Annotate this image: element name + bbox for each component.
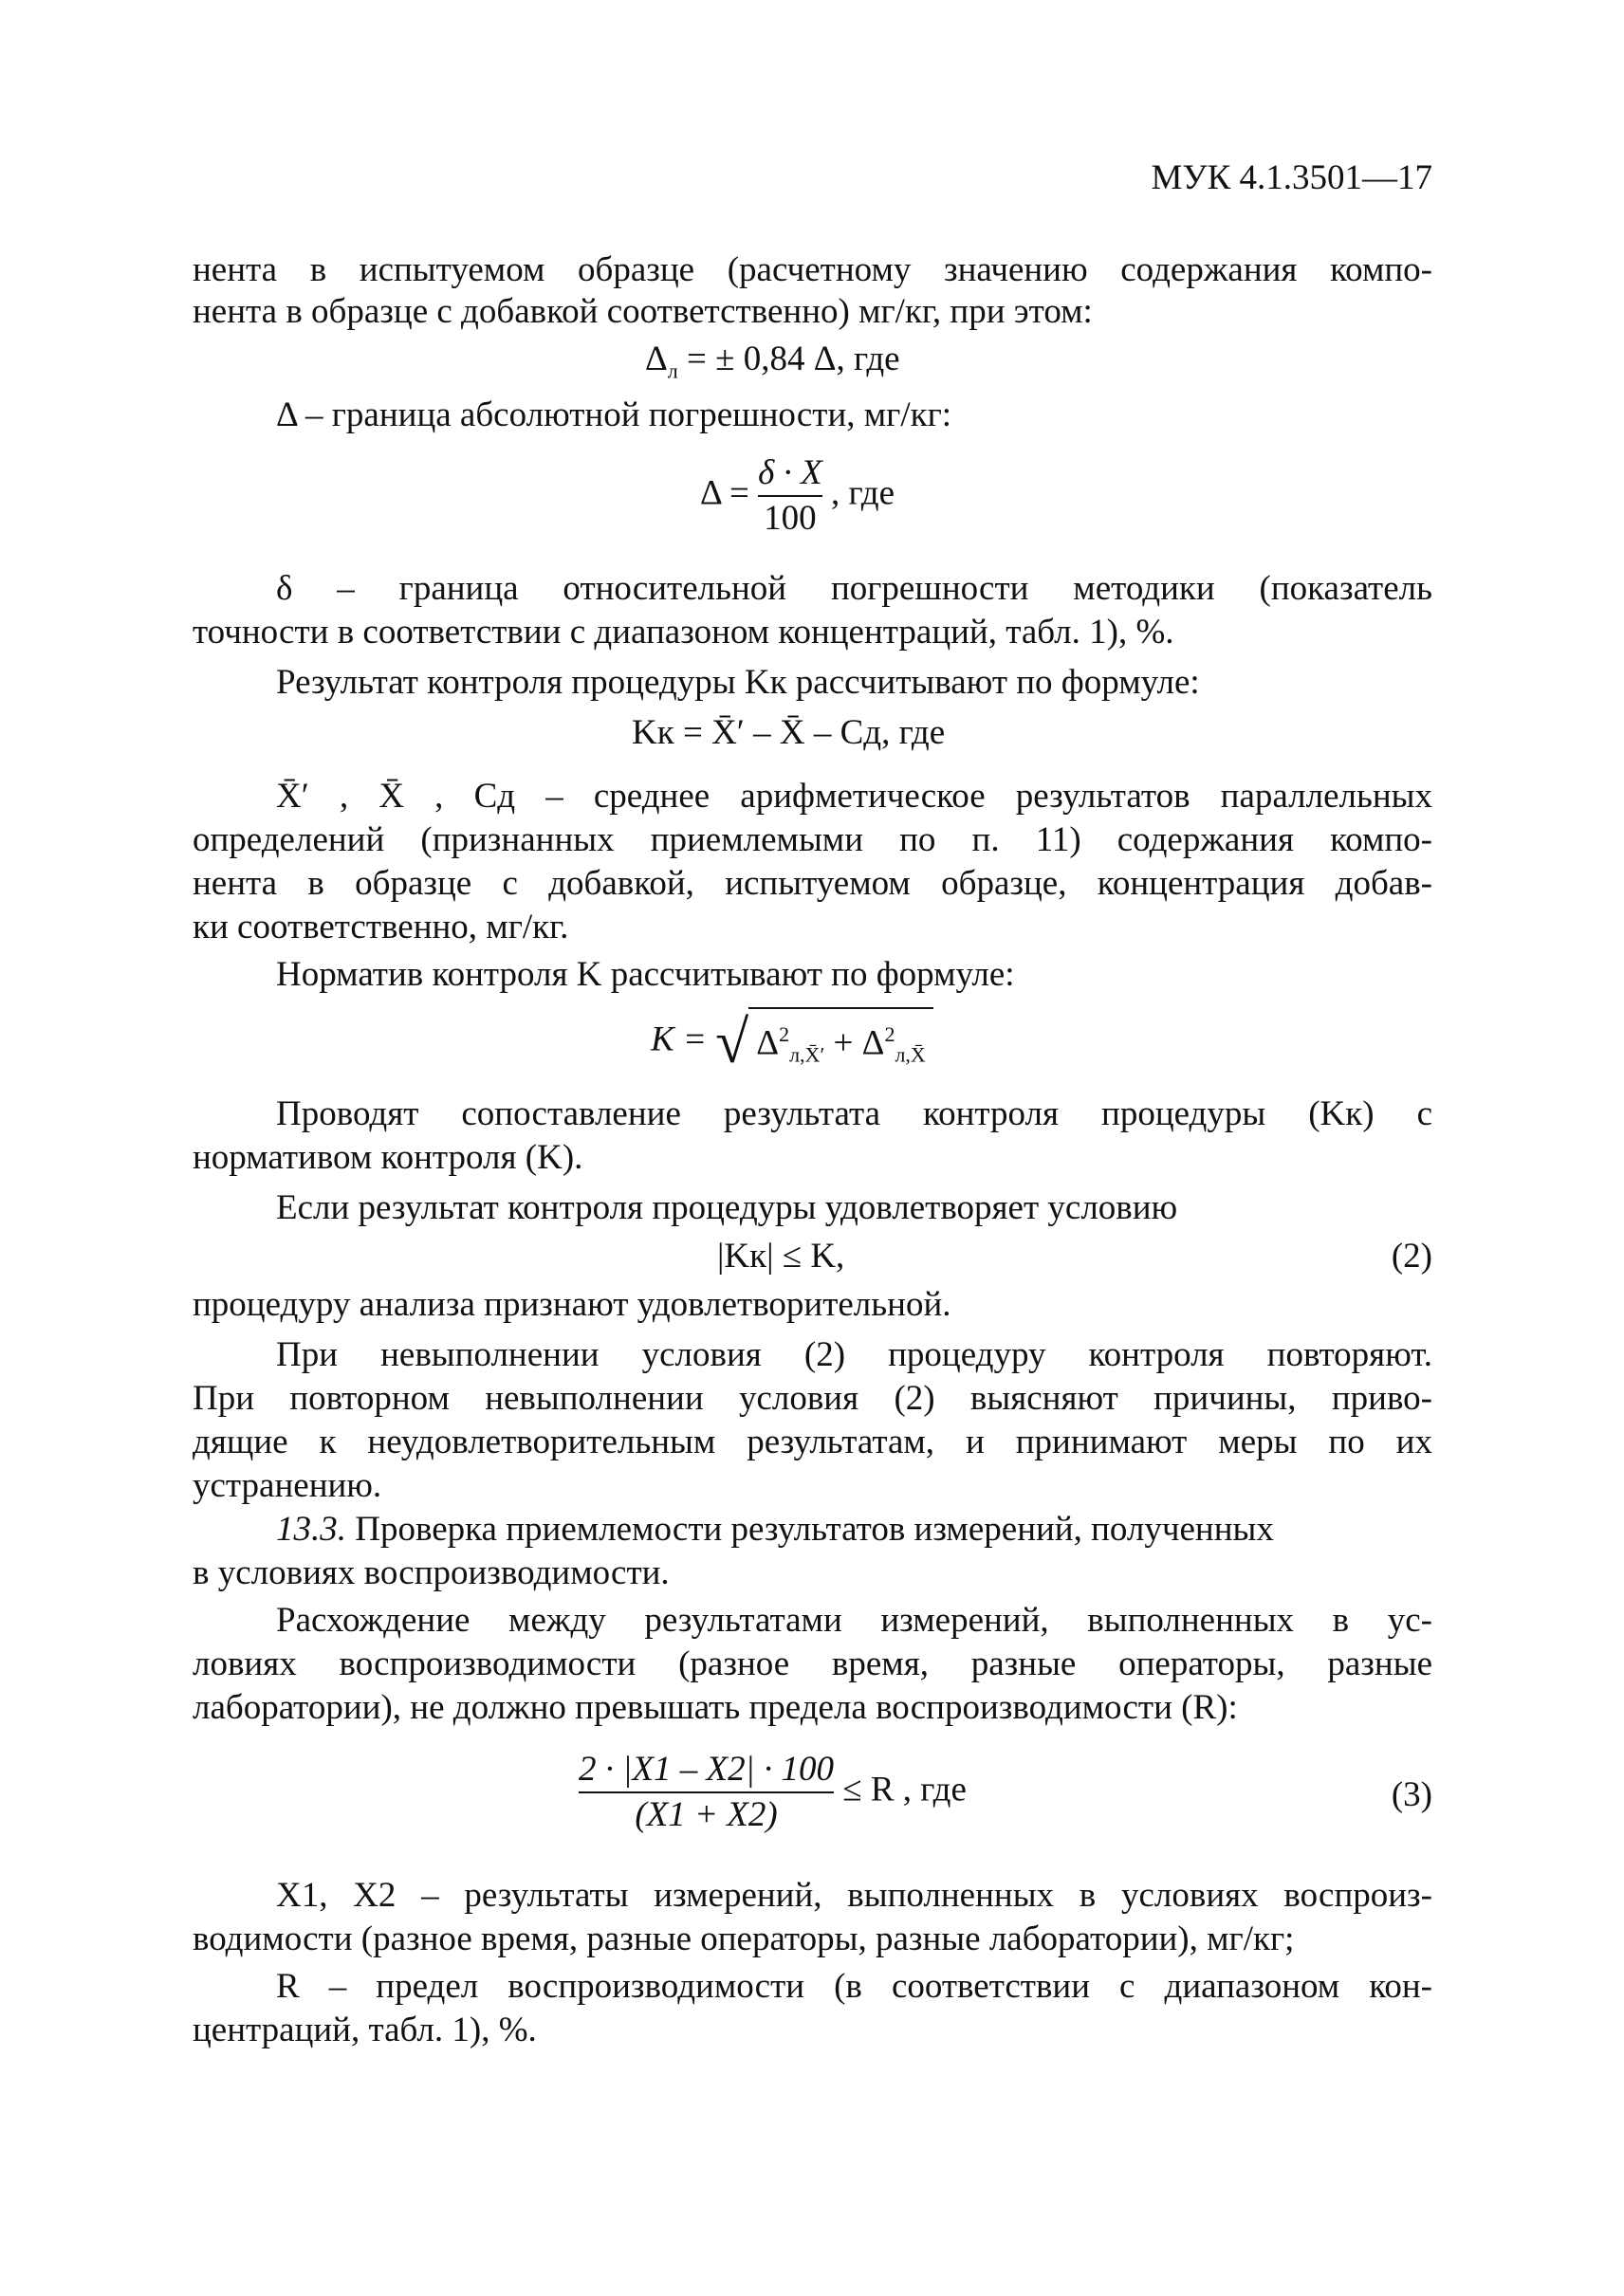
definition-line: центраций, табл. 1), %. (193, 2011, 537, 2049)
fraction-numerator: δ · X (758, 453, 822, 492)
equation-lhs: Δ = (700, 473, 749, 513)
section-number: 13.3. (276, 1510, 346, 1549)
equation-2: |Kк| ≤ K, (717, 1237, 845, 1276)
paragraph-line: процедуру анализа признают удовлетворительной. (193, 1285, 951, 1324)
paragraph-line: При невыполнении условия (2) процедуру контроля повторяют. (276, 1335, 1432, 1374)
equation-symbol: Δ (645, 340, 668, 378)
paragraph-line: дящие к неудовлетворительным результатам, и принимают меры по их (193, 1423, 1432, 1461)
term-power: 2 (884, 1022, 895, 1046)
term-subscript: л,X̄ (895, 1042, 926, 1067)
paragraph-line: лаборатории), не должно превышать предела воспроизводимости (R): (193, 1688, 1238, 1727)
fraction (758, 451, 822, 541)
paragraph-line: Норматив контроля K рассчитывают по формуле: (276, 955, 1015, 994)
definition-line: X1, X2 – результаты измерений, выполненных в условиях воспроиз- (276, 1876, 1432, 1915)
definition-line: нента в образце с добавкой, испытуемом образце, концентрация добав- (193, 864, 1432, 903)
radical-sign: √ (715, 1007, 749, 1075)
paragraph-line: нента в испытуемом образце (расчетному значению содержания компо- (193, 250, 1432, 289)
paragraph-line: устранению. (193, 1466, 382, 1505)
equation-delta-l (645, 338, 900, 393)
definition-line: водимости (разное время, разные операторы, разные лаборатории), мг/кг; (193, 1919, 1295, 1958)
term-power: 2 (779, 1022, 790, 1046)
definition-line: δ – граница относительной погрешности методики (показатель (276, 569, 1432, 608)
equation-text: = ± 0,84 Δ, где (677, 340, 900, 378)
paragraph-line: нента в образце с добавкой соответственно) мг/кг, при этом: (193, 292, 1093, 331)
fraction-denominator: (X1 + X2) (579, 1791, 834, 1837)
equation-tail: , где (830, 473, 895, 513)
equation-3 (579, 1748, 967, 1837)
definition-line: точности в соответствии с диапазоном концентраций, табл. 1), %. (193, 613, 1174, 652)
paragraph-line: Если результат контроля процедуры удовлетворяет условию (276, 1188, 1178, 1227)
definition-line: R – предел воспроизводимости (в соответствии с диапазоном кон- (276, 1967, 1432, 2006)
paragraph-line: в условиях воспроизводимости. (193, 1553, 670, 1592)
definition-line: Δ – граница абсолютной погрешности, мг/кг: (276, 395, 952, 434)
paragraph-line: При повторном невыполнении условия (2) выясняют причины, приво- (193, 1379, 1432, 1418)
term-subscript: л,X̄′ (789, 1042, 825, 1067)
definition-line: определений (признанных приемлемыми по п. 11) содержания компо- (193, 820, 1432, 859)
equation-subscript: л (667, 358, 678, 383)
definition-line: X̄′ , X̄ , Cд – среднее арифметическое результатов параллельных (276, 777, 1432, 816)
fraction-numerator: 2 · |X1 – X2| · 100 (579, 1750, 835, 1789)
running-header: МУК 4.1.3501—17 (1151, 158, 1432, 197)
paragraph-line: Проводят сопоставление результата контроля процедуры (Kк) с (276, 1094, 1432, 1133)
term-delta: Δ (756, 1023, 780, 1063)
equation-number: (3) (1391, 1775, 1432, 1814)
paragraph-line: нормативом контроля (K). (193, 1138, 583, 1177)
equation-tail: ≤ R , где (842, 1770, 967, 1809)
fraction (579, 1748, 834, 1837)
radicand (748, 1007, 933, 1077)
section-title: Проверка приемлемости результатов измерений, полученных (346, 1510, 1274, 1549)
paragraph-line: ловиях воспроизводимости (разное время, разные операторы, разные (193, 1644, 1432, 1683)
plus-sign: + (824, 1023, 862, 1063)
paragraph-line: Расхождение между результатами измерений, выполненных в ус- (276, 1601, 1432, 1640)
section-heading (276, 1508, 1432, 1552)
equation-k (651, 1007, 933, 1077)
equation-lhs: K = (651, 1019, 707, 1059)
fraction-denominator: 100 (758, 495, 822, 541)
equation-number: (2) (1391, 1237, 1432, 1276)
equation-delta (700, 451, 895, 541)
equation-kk: Kк = X̄′ – X̄ – Cд, где (632, 713, 946, 752)
definition-line: ки соответственно, мг/кг. (193, 908, 569, 946)
term-delta: Δ (861, 1023, 885, 1063)
paragraph-line: Результат контроля процедуры Kк рассчитывают по формуле: (276, 663, 1200, 702)
